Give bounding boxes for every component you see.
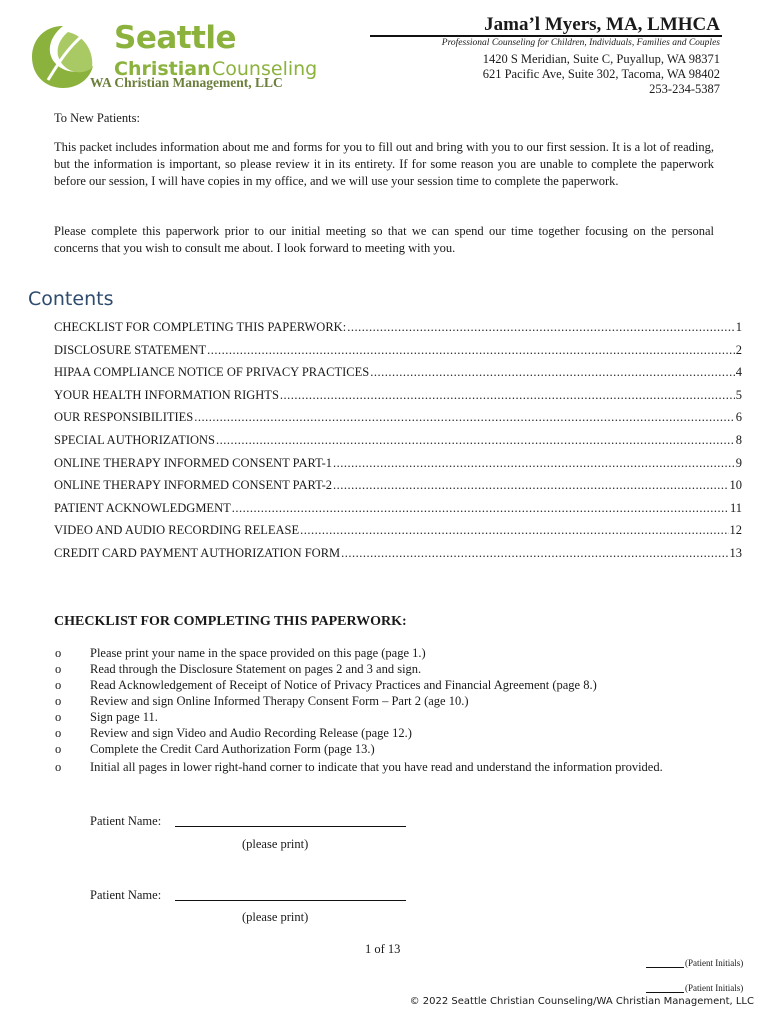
toc-entry[interactable] <box>54 365 742 383</box>
checklist-item: Please print your name in the space provided on this page (page 1.) <box>90 646 426 660</box>
toc-entry[interactable] <box>54 433 742 451</box>
toc-entry-page: 4 <box>735 365 742 380</box>
checklist-bullet: o <box>55 710 62 724</box>
address-tacoma: 621 Pacific Ave, Suite 302, Tacoma, WA 98402 <box>482 67 720 81</box>
patient-name-label: Patient Name: <box>90 888 162 902</box>
contents-heading: Contents <box>28 288 114 310</box>
logo-christian-text: Christian <box>114 58 211 80</box>
patient-name-line[interactable] <box>175 900 406 901</box>
patient-name-line[interactable] <box>175 826 406 827</box>
practice-tagline: Professional Counseling for Children, Individuals, Families and Couples <box>441 38 720 48</box>
checklist-item: Review and sign Online Informed Therapy Consent Form – Part 2 (age 10.) <box>90 694 469 708</box>
toc-entry[interactable] <box>54 320 742 338</box>
checklist-item: Sign page 11. <box>90 710 158 724</box>
checklist-bullet: o <box>55 694 62 708</box>
patient-name-label: Patient Name: <box>90 814 162 828</box>
please-print-note: (please print) <box>242 910 309 924</box>
toc-leader-dots <box>333 478 729 493</box>
page-number: 1 of 13 <box>365 942 401 956</box>
toc-entry-title: SPECIAL AUTHORIZATIONS <box>54 433 215 447</box>
toc-entry[interactable] <box>54 343 742 361</box>
toc-entry-page: 10 <box>729 478 742 493</box>
instructions-paragraph: Please complete this paperwork prior to our initial meeting so that we can spend our time together focusing on the personal concerns that you wish to consult me about. I look forward to meeting with you. <box>54 224 714 255</box>
toc-leader-dots <box>370 365 735 380</box>
checklist-heading: CHECKLIST FOR COMPLETING THIS PAPERWORK: <box>54 614 407 629</box>
toc-entry[interactable] <box>54 388 742 406</box>
address-puyallup: 1420 S Meridian, Suite C, Puyallup, WA 98371 <box>482 52 720 66</box>
toc-entry-page: 8 <box>735 433 742 447</box>
checklist-bullet: o <box>55 742 62 756</box>
toc-entry-page: 2 <box>735 342 742 357</box>
toc-entry-page: 5 <box>735 387 742 402</box>
toc-entry-page: 9 <box>735 455 742 470</box>
practitioner-name: Jama’l Myers, MA, LMHCA <box>484 14 720 35</box>
toc-entry[interactable] <box>54 523 742 541</box>
checklist-item: Read through the Disclosure Statement on pages 2 and 3 and sign. <box>90 662 422 676</box>
patient-initials-line[interactable] <box>646 992 684 993</box>
toc-entry[interactable] <box>54 478 742 496</box>
toc-entry[interactable] <box>54 546 742 564</box>
toc-entry-title: CHECKLIST FOR COMPLETING THIS PAPERWORK: <box>54 320 347 334</box>
company-logo <box>30 16 320 96</box>
checklist-item: Complete the Credit Card Authorization Form (page 13.) <box>90 742 375 756</box>
toc-entry-page: 12 <box>729 523 742 538</box>
patient-initials-line[interactable] <box>646 967 684 968</box>
toc-entry-title: PATIENT ACKNOWLEDGMENT <box>54 500 231 515</box>
toc-entry-title: ONLINE THERAPY INFORMED CONSENT PART-2 <box>54 478 332 493</box>
toc-entry-title: OUR RESPONSIBILITIES <box>54 410 194 425</box>
phone-number: 253-234-5387 <box>649 82 720 96</box>
toc-entry-title: CREDIT CARD PAYMENT AUTHORIZATION FORM <box>54 546 341 560</box>
header-divider <box>370 35 722 37</box>
checklist-bullet: o <box>55 760 62 774</box>
checklist-bullet: o <box>55 662 62 676</box>
toc-leader-dots <box>194 410 735 425</box>
toc-entry[interactable] <box>54 456 742 474</box>
copyright-notice: © 2022 Seattle Christian Counseling/WA Christian Management, LLC <box>409 996 754 1007</box>
please-print-note: (please print) <box>242 837 309 851</box>
toc-entry[interactable] <box>54 501 742 519</box>
toc-entry-page: 1 <box>735 320 742 334</box>
toc-leader-dots <box>216 433 735 448</box>
checklist-item: Review and sign Video and Audio Recording Release (page 12.) <box>90 726 412 740</box>
checklist-item: Read Acknowledgement of Receipt of Notice of Privacy Practices and Financial Agreement (page 8.) <box>90 678 597 692</box>
toc-leader-dots <box>341 546 728 561</box>
toc-entry-page: 11 <box>729 500 742 515</box>
leaf-icon <box>30 22 96 92</box>
toc-leader-dots <box>333 456 735 471</box>
patient-initials-label: (Patient Initials) <box>685 958 744 968</box>
toc-leader-dots <box>347 320 735 335</box>
logo-seattle-text: Seattle <box>114 20 237 56</box>
toc-entry-page: 13 <box>729 546 742 560</box>
toc-leader-dots <box>207 343 735 358</box>
intro-paragraph: This packet includes information about me and forms for you to fill out and bring with you to our first session. It is a lot of reading, but the information is important, so please review it in its entirety. If for some reason you are unable to complete the paperwork before our session, I will have copies in my office, and we will use your session time to complete the paperwork. <box>54 140 714 188</box>
patient-initials-label: (Patient Initials) <box>685 983 744 993</box>
toc-entry-title: YOUR HEALTH INFORMATION RIGHTS <box>54 387 279 402</box>
logo-counseling-text: Counseling <box>212 58 318 80</box>
toc-entry-title: HIPAA COMPLIANCE NOTICE OF PRIVACY PRACTICES <box>54 365 370 380</box>
checklist-bullet: o <box>55 678 62 692</box>
toc-leader-dots <box>280 388 735 403</box>
checklist-item: Initial all pages in lower right-hand corner to indicate that you have read and understand the information provided. <box>90 760 663 774</box>
salutation: To New Patients: <box>54 111 140 125</box>
toc-leader-dots <box>232 501 729 516</box>
toc-entry-title: VIDEO AND AUDIO RECORDING RELEASE <box>54 523 300 538</box>
toc-entry-page: 6 <box>735 410 742 425</box>
toc-leader-dots <box>300 523 728 538</box>
toc-entry-title: ONLINE THERAPY INFORMED CONSENT PART-1 <box>54 455 332 470</box>
toc-entry[interactable] <box>54 410 742 428</box>
checklist-bullet: o <box>55 726 62 740</box>
checklist-bullet: o <box>55 646 62 660</box>
logo-management-text: WA Christian Management, LLC <box>90 75 283 90</box>
toc-entry-title: DISCLOSURE STATEMENT <box>54 342 207 357</box>
